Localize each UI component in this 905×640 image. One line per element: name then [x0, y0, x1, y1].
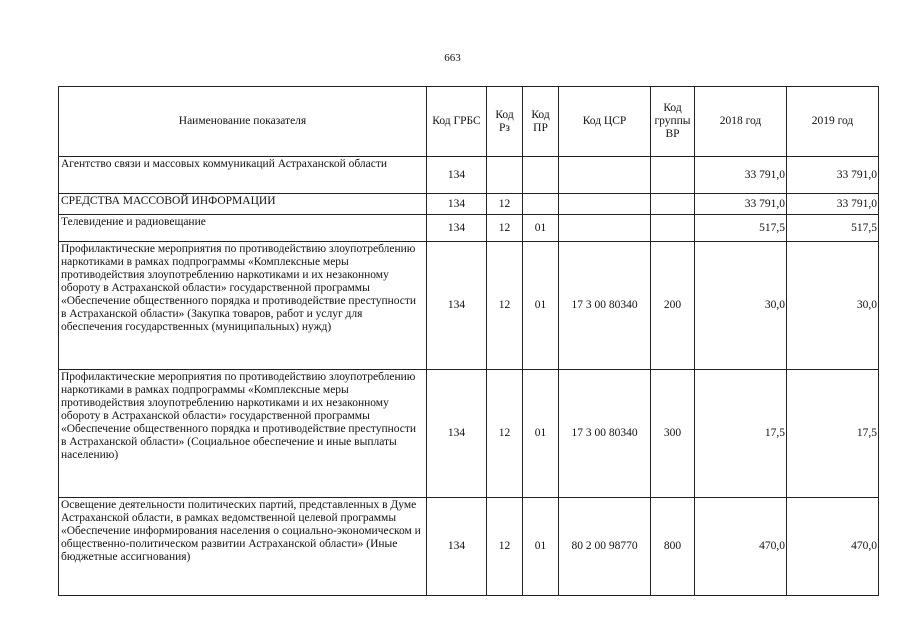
table-row [59, 242, 879, 370]
row-name: Агентство связи и массовых коммуникаций Астраханской области [59, 157, 427, 194]
row-grbs: 134 [427, 157, 487, 194]
table-row [59, 498, 879, 596]
row-pr: 01 [523, 215, 559, 242]
header-2019: 2019 год [787, 87, 879, 157]
row-2018: 470,0 [695, 498, 787, 596]
table-row [59, 215, 879, 242]
row-name: СРЕДСТВА МАССОВОЙ ИНФОРМАЦИИ [59, 194, 427, 215]
budget-table [58, 86, 879, 596]
table-row [59, 194, 879, 215]
row-vr: 800 [651, 498, 695, 596]
header-pr: Код ПР [523, 87, 559, 157]
row-2019: 33 791,0 [787, 157, 879, 194]
header-name: Наименование показателя [59, 87, 427, 157]
row-vr [651, 215, 695, 242]
row-csr: 80 2 00 98770 [559, 498, 651, 596]
row-2019: 17,5 [787, 370, 879, 498]
row-name: Профилактические мероприятия по противодействию злоупотреблению наркотиками в рамках подпрограммы «Комплексные меры противодействия злоупотреблению наркотиками и их незаконному обороту в Астраханской области» государственной программы «Обеспечение общественного порядка и противодействие преступности в Астраханской области» (Закупка товаров, работ и услуг для обеспечения государственных (муниципальных) нужд) [59, 242, 427, 370]
row-2018: 17,5 [695, 370, 787, 498]
row-grbs: 134 [427, 194, 487, 215]
row-grbs: 134 [427, 215, 487, 242]
row-pr: 01 [523, 370, 559, 498]
row-2019: 517,5 [787, 215, 879, 242]
row-pr [523, 194, 559, 215]
table-header-row [59, 87, 879, 157]
row-rz: 12 [487, 215, 523, 242]
row-name: Телевидение и радиовещание [59, 215, 427, 242]
page-number: 663 [444, 52, 461, 64]
header-rz: Код Рз [487, 87, 523, 157]
row-grbs: 134 [427, 370, 487, 498]
row-2018: 33 791,0 [695, 194, 787, 215]
row-vr: 200 [651, 242, 695, 370]
row-grbs: 134 [427, 242, 487, 370]
row-2019: 470,0 [787, 498, 879, 596]
row-rz [487, 157, 523, 194]
header-vr: Код группы ВР [651, 87, 695, 157]
row-rz: 12 [487, 498, 523, 596]
row-2019: 33 791,0 [787, 194, 879, 215]
header-csr: Код ЦСР [559, 87, 651, 157]
row-2018: 33 791,0 [695, 157, 787, 194]
header-grbs: Код ГРБС [427, 87, 487, 157]
row-2018: 517,5 [695, 215, 787, 242]
row-2019: 30,0 [787, 242, 879, 370]
row-vr [651, 194, 695, 215]
table-row [59, 157, 879, 194]
row-rz: 12 [487, 194, 523, 215]
row-vr: 300 [651, 370, 695, 498]
row-vr [651, 157, 695, 194]
row-grbs: 134 [427, 498, 487, 596]
row-csr: 17 3 00 80340 [559, 370, 651, 498]
row-rz: 12 [487, 242, 523, 370]
row-rz: 12 [487, 370, 523, 498]
row-2018: 30,0 [695, 242, 787, 370]
row-name: Освещение деятельности политических партий, представленных в Думе Астраханской области, в рамках ведомственной целевой программы «Обеспечение информирования населения о социально-экономическом и общественно-политическом развитии Астраханской области» (Иные бюджетные ассигнования) [59, 498, 427, 596]
row-csr [559, 194, 651, 215]
row-csr [559, 215, 651, 242]
row-pr: 01 [523, 242, 559, 370]
table-row [59, 370, 879, 498]
row-name: Профилактические мероприятия по противодействию злоупотреблению наркотиками в рамках подпрограммы «Комплексные меры противодействия злоупотреблению наркотиками и их незаконному обороту в Астраханской области» государственной программы «Обеспечение общественного порядка и противодействие преступности в Астраханской области» (Социальное обеспечение и иные выплаты населению) [59, 370, 427, 498]
row-pr: 01 [523, 498, 559, 596]
header-2018: 2018 год [695, 87, 787, 157]
row-pr [523, 157, 559, 194]
row-csr [559, 157, 651, 194]
row-csr: 17 3 00 80340 [559, 242, 651, 370]
